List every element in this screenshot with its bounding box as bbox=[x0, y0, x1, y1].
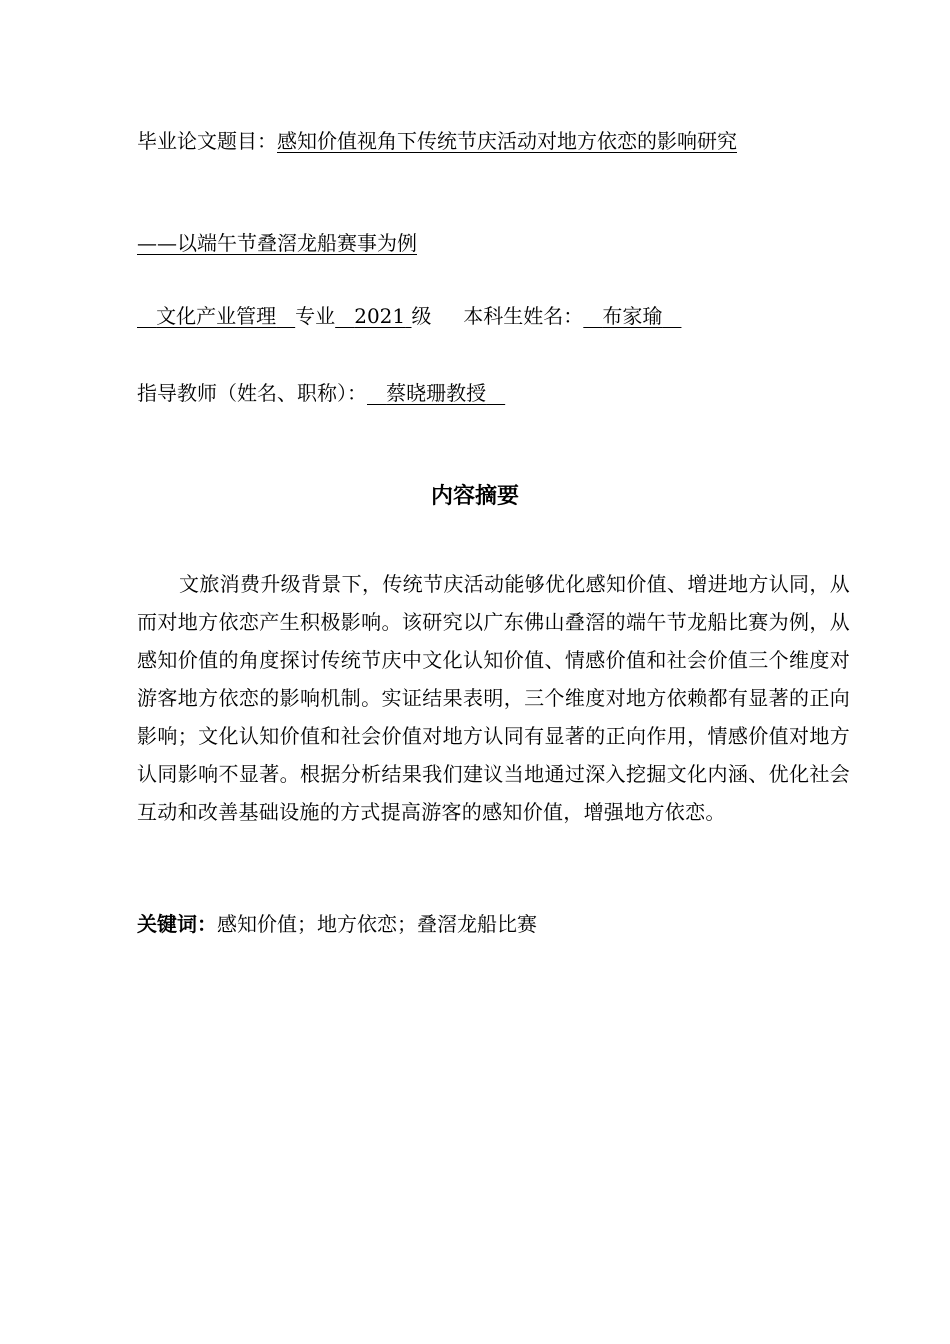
thesis-subtitle-line bbox=[137, 229, 417, 257]
abstract-body: 文旅消费升级背景下，传统节庆活动能够优化感知价值、增进地方认同，从而对地方依恋产生积极影响。该研究以广东佛山叠滘的端午节龙船比赛为例，从感知价值的角度探讨传统节庆中文化认知价值、情感价值和社会价值三个维度对游客地方依恋的影响机制。实证结果表明，三个维度对地方依赖都有显著的正向影响；文化认知价值和社会价值对地方认同有显著的正向作用，情感价值对地方认同影响不显著。根据分析结果我们建议当地通过深入挖掘文化内涵、优化社会互动和改善基础设施的方式提高游客的感知价值，增强地方依恋。 bbox=[137, 572, 850, 824]
advisor-field bbox=[367, 381, 505, 405]
major-value: 文化产业管理 bbox=[156, 304, 277, 328]
keywords-label: 关键词： bbox=[137, 912, 217, 936]
keywords-line bbox=[137, 910, 537, 938]
thesis-title: 感知价值视角下传统节庆活动对地方依恋的影响研究 bbox=[277, 129, 737, 153]
advisor-label: 指导教师（姓名、职称）： bbox=[137, 381, 367, 405]
student-name-label: 本科生姓名： bbox=[463, 304, 584, 328]
major-field bbox=[137, 304, 295, 328]
abstract-heading: 内容摘要 bbox=[430, 484, 519, 509]
thesis-title-line bbox=[137, 127, 737, 155]
major-label: 专业 bbox=[295, 304, 336, 328]
advisor-value: 蔡晓珊教授 bbox=[386, 381, 487, 405]
thesis-subtitle: ——以端午节叠滘龙船赛事为例 bbox=[137, 231, 417, 255]
year-value: 2021 bbox=[354, 304, 406, 328]
student-name-field bbox=[583, 304, 681, 328]
student-info-line bbox=[137, 302, 681, 330]
student-name-value: 布家瑜 bbox=[602, 304, 663, 328]
year-label: 级 bbox=[411, 304, 432, 328]
advisor-line bbox=[137, 379, 505, 407]
keywords-list: 感知价值；地方依恋；叠滘龙船比赛 bbox=[217, 912, 537, 936]
thesis-title-label: 毕业论文题目： bbox=[137, 129, 277, 153]
year-field bbox=[335, 304, 411, 328]
